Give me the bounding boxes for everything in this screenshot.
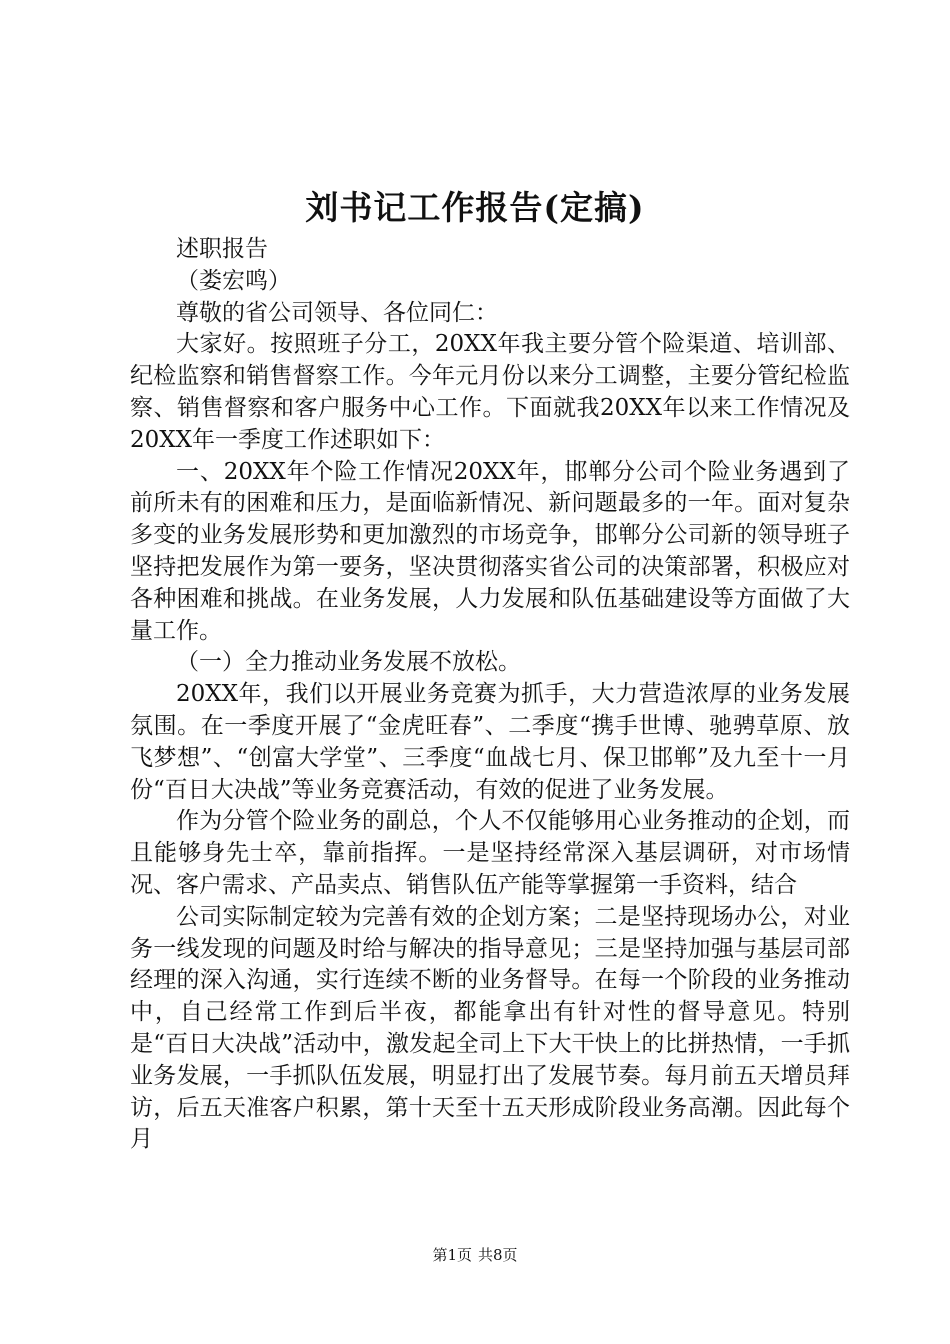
paragraph-section-one: 一、20XX年个险工作情况20XX年，邯郸分公司个险业务遇到了前所未有的困难和压力，是面临新情况、新问题最多的一年。面对复杂多变的业务发展形势和更加激烈的市场竞争，邯郸分公司新的领导班子坚持把发展作为第一要务，坚决贯彻落实省公司的决策部署，积极应对各种困难和挑战。在业务发展，人力发展和队伍基础建设等方面做了大量工作。: [130, 458, 850, 644]
paragraph-author: （娄宏鸣）: [176, 267, 291, 294]
paragraph-subsection-heading: （一）全力推动业务发展不放松。: [176, 649, 521, 676]
paragraph-salutation: 尊敬的省公司领导、各位同仁：: [176, 299, 498, 326]
document-title: 刘书记工作报告(定搞): [305, 188, 645, 227]
paragraph-competitions: 20XX年，我们以开展业务竞赛为抓手，大力营造浓厚的业务发展氛围。在一季度开展了“金虎旺春”、二季度“携手世博、驰骋草原、放飞梦想”、“创富大学堂”、三季度“血战七月、保卫邯郸”及九至十一月份“百日大决战”等业务竞赛活动，有效的促进了业务发展。: [130, 681, 850, 803]
paragraph-role: 作为分管个险业务的副总，个人不仅能够用心业务推动的企划，而且能够身先士卒，靠前指挥。一是坚持经常深入基层调研，对市场情况、客户需求、产品卖点、销售队伍产能等掌握第一手资料，结合: [130, 808, 850, 898]
paragraph-report-label: 述职报告: [176, 236, 268, 262]
page-total: 共8页: [478, 1246, 518, 1264]
paragraph-company-plan: 公司实际制定较为完善有效的企划方案；二是坚持现场办公，对业务一线发现的问题及时给与解决的指导意见；三是坚持加强与基层司部经理的深入沟通，实行连续不断的业务督导。在每一个阶段的业务推动中，自己经常工作到后半夜，都能拿出有针对性的督导意见。特别是“百日大决战”活动中，激发起全司上下大干快上的比拼热情，一手抓业务发展，一手抓队伍发展，明显打出了发展节奏。每月前五天增员拜访，后五天准客户积累，第十天至十五天形成阶段业务高潮。因此每个月: [130, 903, 850, 1153]
page-footer: [0, 1243, 950, 1267]
document-body: [130, 234, 850, 1156]
page-number: 第1页: [432, 1246, 472, 1264]
paragraph-intro: 大家好。按照班子分工，20XX年我主要分管个险渠道、培训部、纪检监察和销售督察工作。今年元月份以来分工调整，主要分管纪检监察、销售督察和客户服务中心工作。下面就我20XX年以来工作情况及20XX年一季度工作述职如下：: [130, 331, 850, 453]
